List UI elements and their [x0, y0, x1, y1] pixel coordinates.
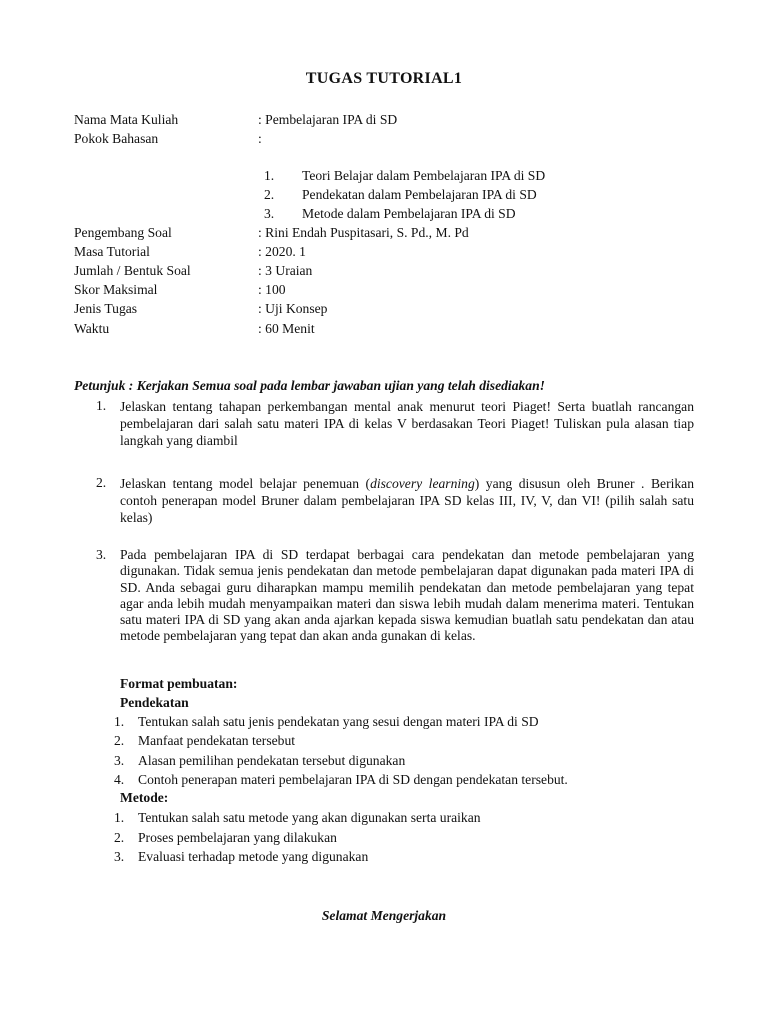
- info-label: Masa Tutorial: [74, 244, 150, 259]
- list-text: Evaluasi terhadap metode yang digunakan: [138, 849, 369, 864]
- question-number: 1.: [96, 398, 107, 413]
- info-label: Jenis Tugas: [74, 301, 138, 316]
- topic-number: 3.: [264, 206, 275, 221]
- list-number: 2.: [114, 733, 125, 748]
- list-number: 3.: [114, 753, 125, 768]
- topic-text: Teori Belajar dalam Pembelajaran IPA di SD: [302, 168, 546, 183]
- topic-number: 1.: [264, 168, 275, 183]
- list-text: Proses pembelajaran yang dilakukan: [138, 830, 337, 845]
- info-value: : Pembelajaran IPA di SD: [258, 112, 398, 127]
- question-number: 3.: [96, 547, 107, 562]
- list-number: 2.: [114, 830, 125, 845]
- list-number: 4.: [114, 772, 125, 787]
- info-label: Pengembang Soal: [74, 225, 172, 240]
- list-text: Tentukan salah satu metode yang akan digunakan serta uraikan: [138, 810, 481, 825]
- list-number: 1.: [114, 810, 125, 825]
- question-text: Pada pembelajaran IPA di SD terdapat berbagai cara pendekatan dan metode pembelajaran yang digunakan. Tidak semua jenis pendekatan dan metode pembelajaran dapat digunakan pada materi IPA di SD. Anda sebagai guru diharapkan mampu memilih pendekatan dan metode pembelajaran yang tepat agar anda lebih mudah menyampaikan materi dan siswa lebih mudah dalam menerima materi. Tentukan satu materi IPA di SD yang akan anda ajarkan kepada siswa kemudian buatlah satu pendekatan dan atau metode pembelajaran yang tepat dan akan anda gunakan di kelas.: [120, 547, 694, 644]
- info-value: : 100: [258, 282, 286, 297]
- info-value: : Uji Konsep: [258, 301, 328, 316]
- question-text-after: ) yang disusun oleh Bruner . Berikan contoh penerapan model Bruner dalam pembelajaran IPA SD kelas III, IV, V, dan VI! (pilih salah satu kelas): [120, 476, 694, 525]
- closing-text: Selamat Mengerjakan: [321, 908, 447, 923]
- info-value: : 60 Menit: [258, 321, 315, 336]
- metode-heading: Metode:: [120, 790, 169, 805]
- info-value: : 3 Uraian: [258, 263, 313, 278]
- question-text: [120, 475, 694, 526]
- list-text: Contoh penerapan materi pembelajaran IPA di SD dengan pendekatan tersebut.: [138, 772, 568, 787]
- question-3: [96, 547, 694, 667]
- info-value: :: [258, 131, 262, 146]
- document-title: TUGAS TUTORIAL1: [305, 70, 463, 87]
- info-label: Nama Mata Kuliah: [74, 112, 179, 127]
- info-value: : 2020. 1: [258, 244, 306, 259]
- topic-text: Pendekatan dalam Pembelajaran IPA di SD: [302, 187, 537, 202]
- list-text: Alasan pemilihan pendekatan tersebut digunakan: [138, 753, 406, 768]
- info-label: Skor Maksimal: [74, 282, 158, 297]
- question-text: Jelaskan tentang tahapan perkembangan mental anak menurut teori Piaget! Serta buatlah rancangan pembelajaran dari salah satu materi IPA di kelas V berdasakan Teori Piaget! Tuliskan pula alasan tiap langkah yang diambil: [120, 399, 694, 448]
- topic-number: 2.: [264, 187, 275, 202]
- list-text: Manfaat pendekatan tersebut: [138, 733, 296, 748]
- info-label: Pokok Bahasan: [74, 131, 159, 146]
- format-heading: Format pembuatan:: [120, 676, 238, 691]
- info-label: Jumlah / Bentuk Soal: [74, 263, 191, 278]
- question-number: 2.: [96, 475, 107, 490]
- topic-text: Metode dalam Pembelajaran IPA di SD: [302, 206, 516, 221]
- list-text: Tentukan salah satu jenis pendekatan yang sesui dengan materi IPA di SD: [138, 714, 539, 729]
- info-label: Waktu: [74, 321, 110, 336]
- question-text-before: Jelaskan tentang model belajar penemuan (: [120, 476, 371, 491]
- list-number: 3.: [114, 849, 125, 864]
- question-2: [96, 475, 694, 531]
- instruction-text: Petunjuk : Kerjakan Semua soal pada lembar jawaban ujian yang telah disediakan!: [74, 378, 545, 393]
- question-1: [96, 398, 694, 454]
- question-text-italic: discovery learning: [370, 476, 475, 491]
- info-value: : Rini Endah Puspitasari, S. Pd., M. Pd: [258, 225, 469, 240]
- list-number: 1.: [114, 714, 125, 729]
- pendekatan-heading: Pendekatan: [120, 695, 189, 710]
